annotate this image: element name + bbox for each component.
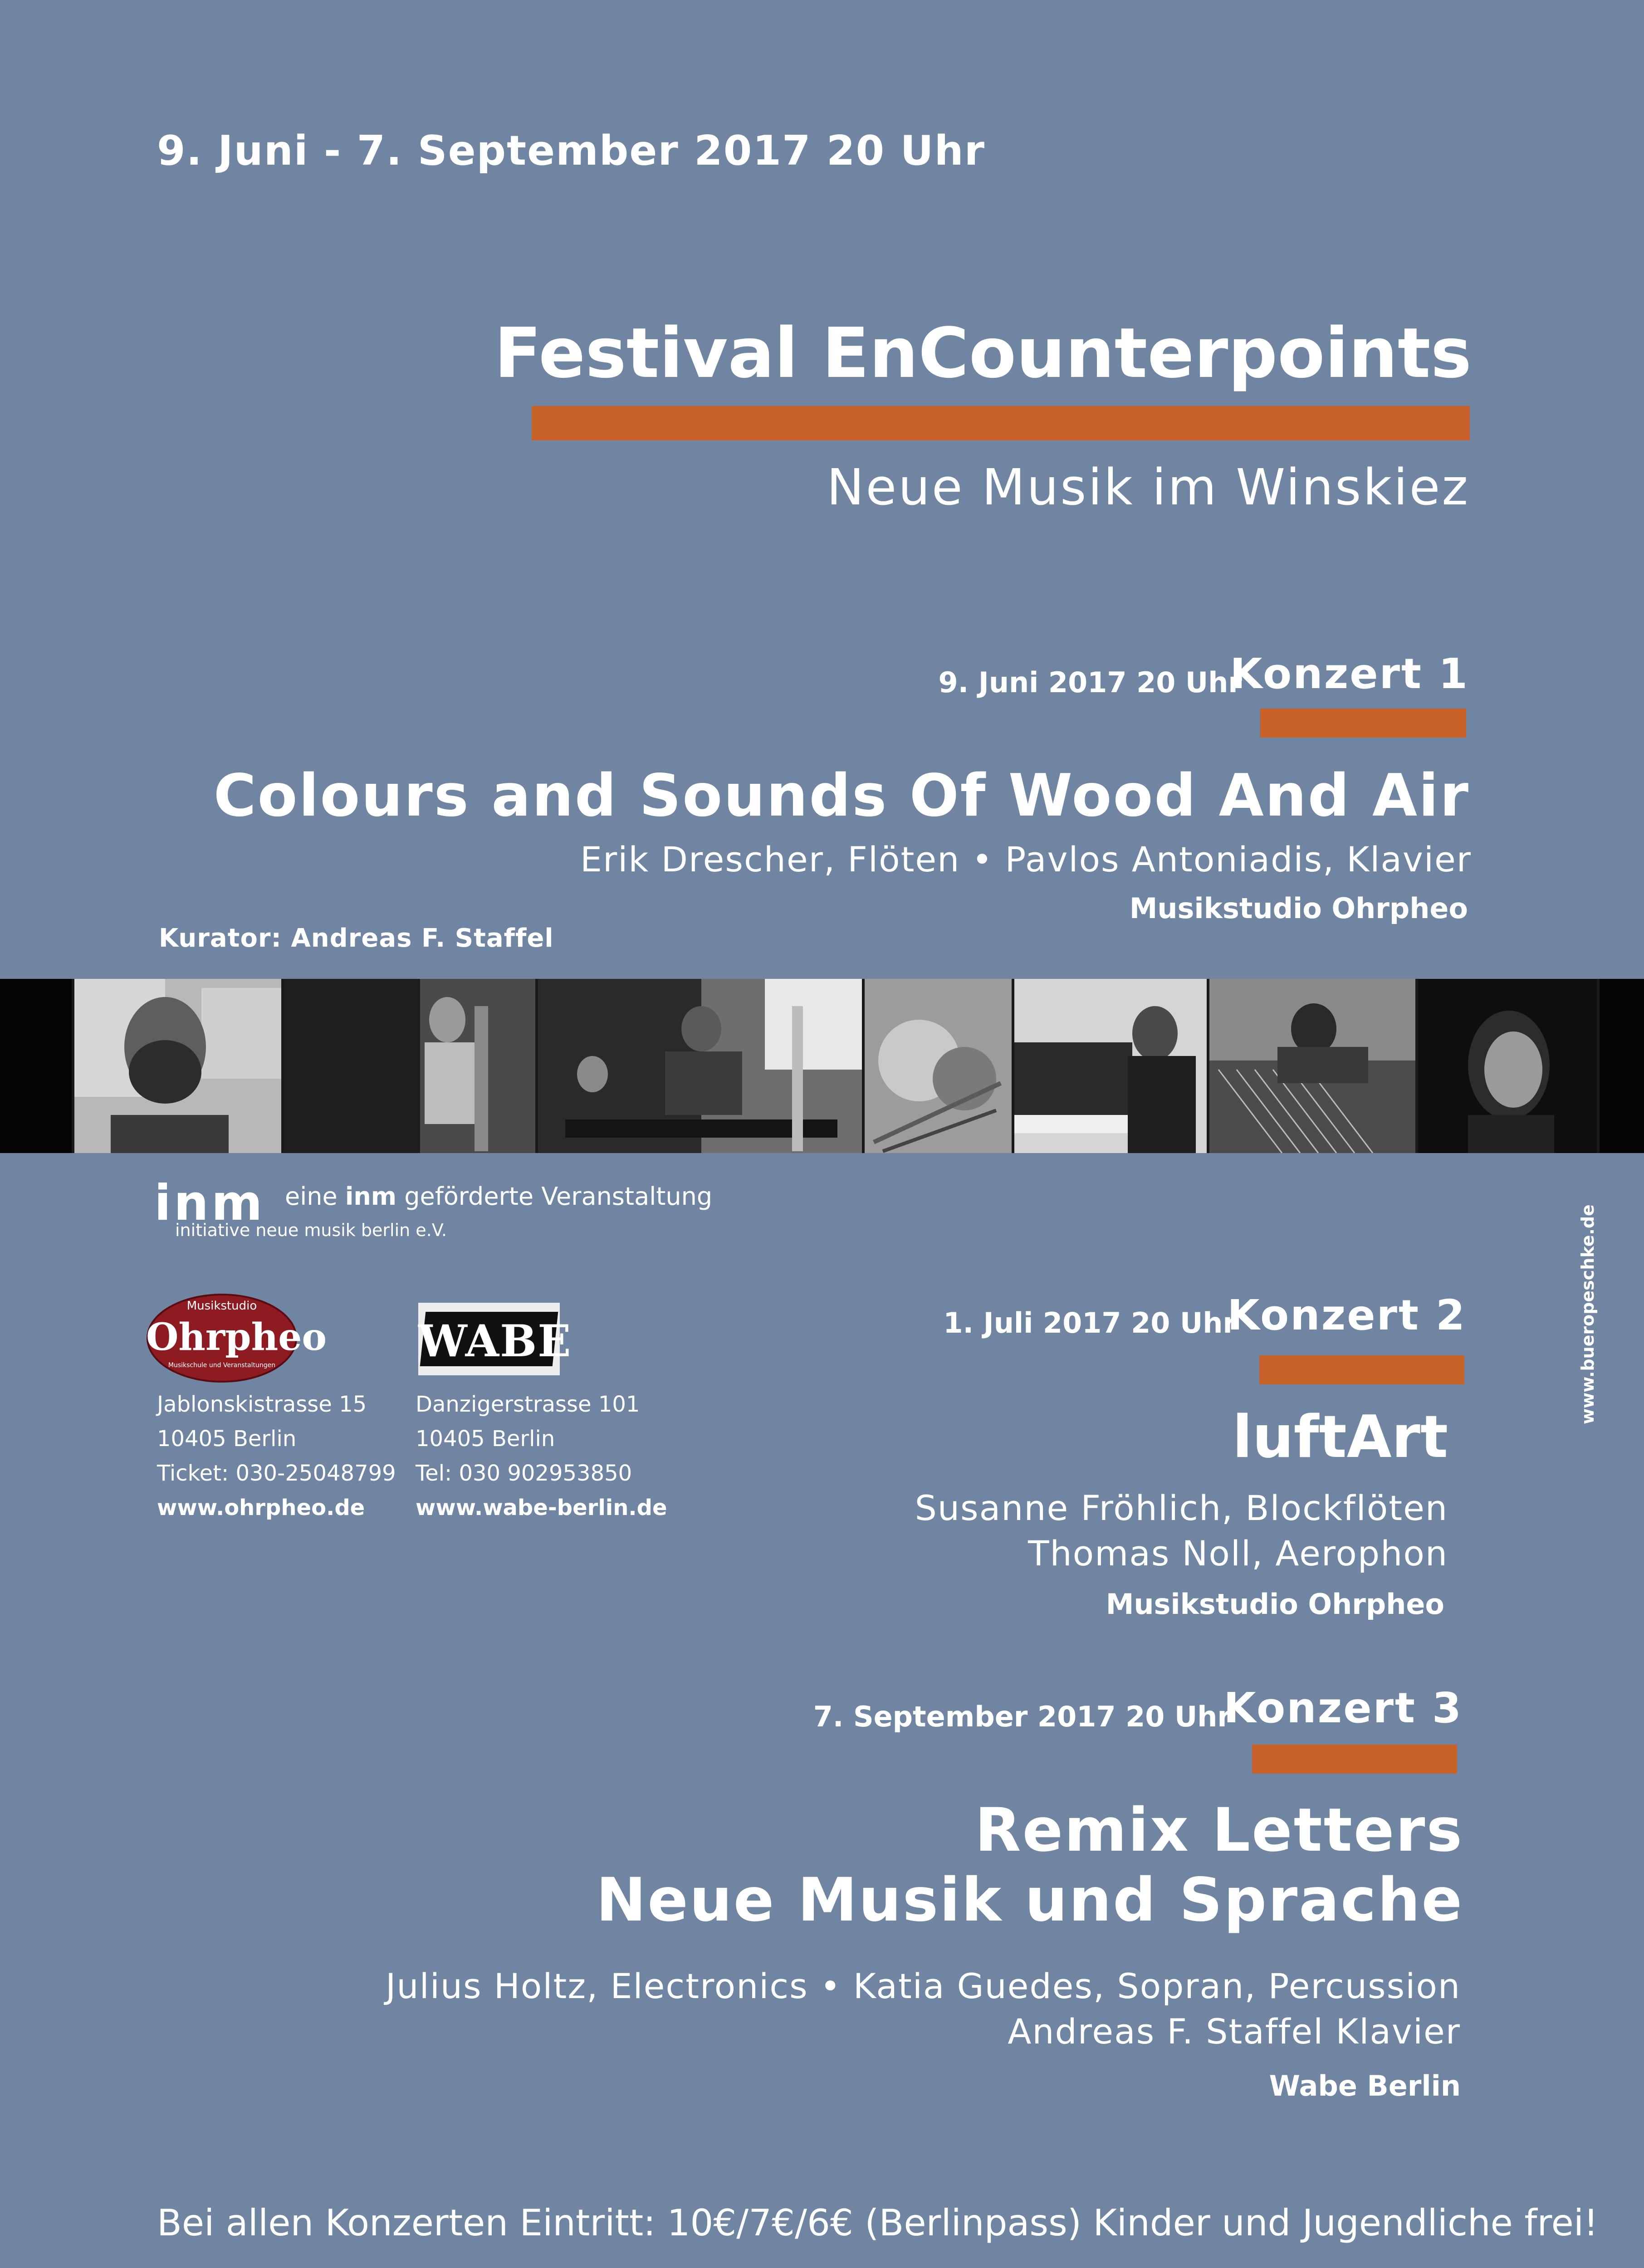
curator: Kurator: Andreas F. Staffel	[159, 924, 554, 953]
inm-sponsor-subtitle: initiative neue musik berlin e.V.	[175, 1220, 447, 1240]
concert-1-date: 9. Juni 2017 20 Uhr	[938, 666, 1242, 699]
concert-1-venue: Musikstudio Ohrpheo	[1129, 892, 1468, 925]
concert-3-label: Konzert 3	[1223, 1684, 1463, 1732]
concert-2-performer-1: Susanne Fröhlich, Blockflöten	[915, 1488, 1448, 1528]
ohrpheo-logo: Musikstudio Ohrpheo Musikschule und Veranstaltungen	[146, 1293, 298, 1383]
photo-bearded-man	[74, 979, 284, 1153]
inm-logo: inm	[154, 1175, 265, 1232]
wabe-address: Danzigerstrasse 101 10405 Berlin Tel: 030 902953850 www.wabe-berlin.de	[416, 1387, 667, 1525]
title-underline-bar	[532, 406, 1470, 440]
wabe-website-link[interactable]: www.wabe-berlin.de	[416, 1495, 667, 1520]
concert-3-title-line-2: Neue Musik und Sprache	[596, 1865, 1463, 1935]
photo-pianist	[1014, 979, 1209, 1153]
concert-2-performer-2: Thomas Noll, Aerophon	[1028, 1533, 1448, 1574]
concert-3-performer-2: Andreas F. Staffel Klavier	[1008, 2011, 1461, 2052]
photo-edge-right	[1600, 979, 1644, 1153]
inm-sponsor-line: eine inm geförderte Veranstaltung	[285, 1182, 713, 1211]
concert-2-label: Konzert 2	[1227, 1291, 1466, 1339]
ohrpheo-website-link[interactable]: www.ohrpheo.de	[157, 1495, 365, 1520]
photo-edge-left	[0, 979, 74, 1153]
concert-2-date: 1. Juli 2017 20 Uhr	[943, 1306, 1237, 1339]
photo-singer	[1418, 979, 1600, 1153]
concert-3-title-line-1: Remix Letters	[974, 1795, 1463, 1865]
concert-2-title: luftArt	[1232, 1403, 1448, 1471]
festival-subtitle: Neue Musik im Winskiez	[827, 458, 1470, 516]
concert-2-venue: Musikstudio Ohrpheo	[1106, 1588, 1444, 1621]
photo-piano-strings	[1209, 979, 1418, 1153]
photo-electronics-musicians	[538, 979, 865, 1153]
festival-title: Festival EnCounterpoints	[494, 313, 1472, 393]
photo-strip	[0, 979, 1644, 1153]
photo-flute-player	[284, 979, 538, 1153]
concert-3-venue: Wabe Berlin	[1269, 2069, 1461, 2102]
photo-orchestra-conductor	[865, 979, 1014, 1153]
concert-3-performer-1: Julius Holtz, Electronics • Katia Guedes, Sopran, Percussion	[386, 1966, 1461, 2006]
concert-3-bar	[1252, 1745, 1457, 1774]
concert-2-bar	[1259, 1355, 1464, 1384]
designer-url: www.bueropeschke.de	[1578, 1204, 1598, 1424]
wabe-logo: WABE	[418, 1303, 560, 1375]
admission-footer: Bei allen Konzerten Eintritt: 10€/7€/6€ (Berlinpass) Kinder und Jugendliche frei!	[157, 2202, 1599, 2244]
ohrpheo-address: Jablonskistrasse 15 10405 Berlin Ticket: 030-25048799 www.ohrpheo.de	[157, 1387, 396, 1525]
concert-1-label: Konzert 1	[1230, 650, 1469, 698]
concert-1-bar	[1260, 709, 1466, 738]
festival-dates: 9. Juni - 7. September 2017 20 Uhr	[157, 127, 986, 175]
concert-3-date: 7. September 2017 20 Uhr	[813, 1700, 1231, 1733]
concert-1-performers: Erik Drescher, Flöten • Pavlos Antoniadis, Klavier	[580, 839, 1472, 880]
concert-1-title: Colours and Sounds Of Wood And Air	[213, 762, 1470, 830]
